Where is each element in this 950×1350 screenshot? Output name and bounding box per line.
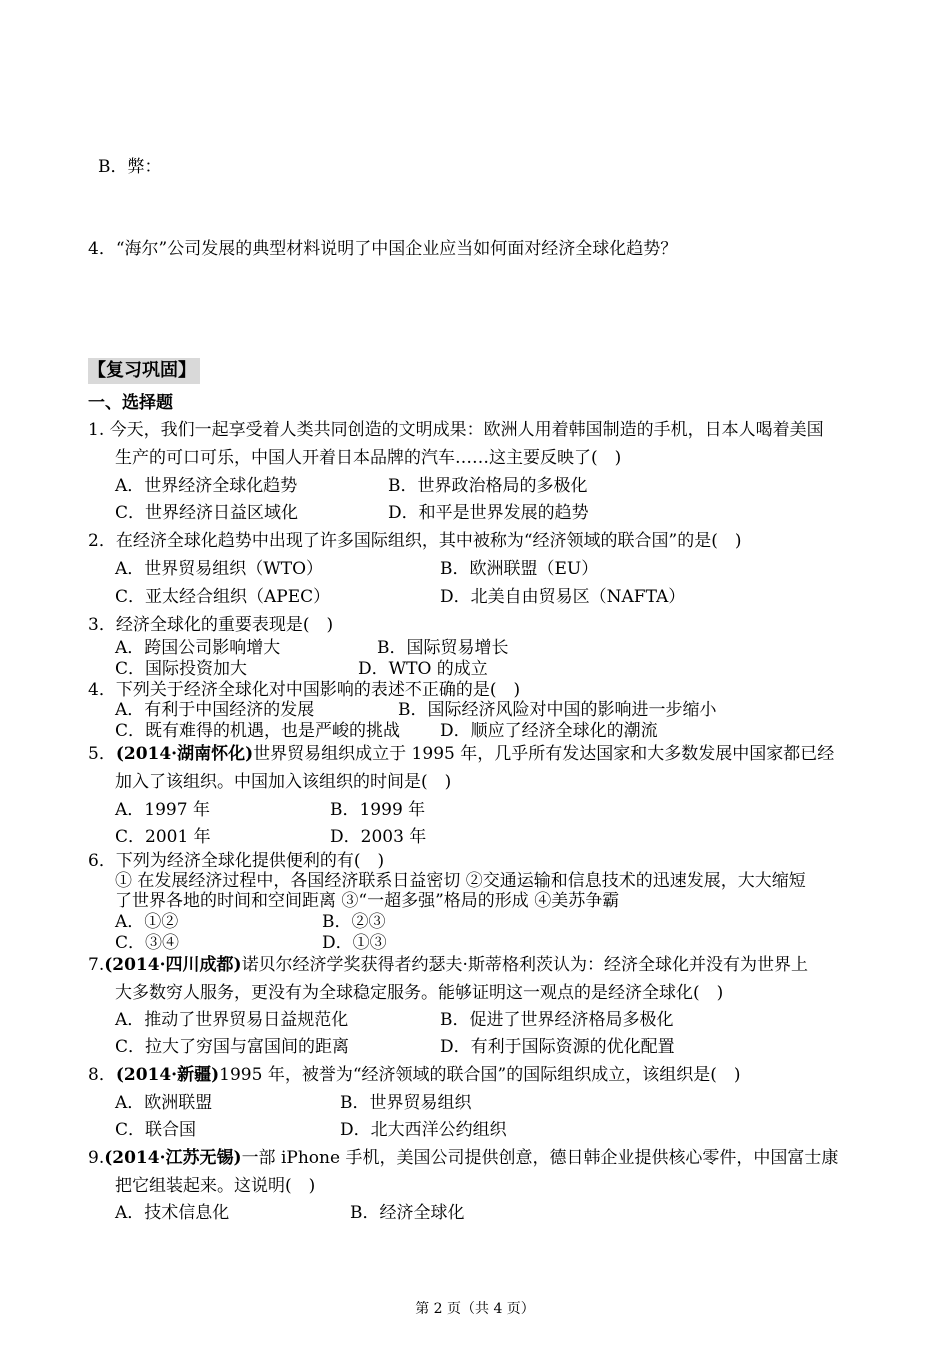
q1-line2: 生产的可口可乐，中国人开着日本品牌的汽车……这主要反映了( ) bbox=[115, 448, 622, 468]
q6-option-c: C．③④ bbox=[115, 933, 180, 953]
q4-option-d: D．顺应了经济全球化的潮流 bbox=[440, 721, 658, 741]
q8-option-b: B．世界贸易组织 bbox=[340, 1093, 472, 1113]
q1-option-a: A．世界经济全球化趋势 bbox=[115, 476, 298, 496]
q5-option-c: C．2001 年 bbox=[115, 827, 211, 847]
q8-source: (2014·新疆) bbox=[115, 1065, 220, 1085]
q7-source: (2014·四川成都) bbox=[104, 955, 242, 975]
q2-option-c: C．亚太经合组织（APEC） bbox=[115, 587, 331, 607]
q7-line2: 大多数穷人服务，更没有为全球稳定服务。能够证明这一观点的是经济全球化( ) bbox=[115, 983, 724, 1003]
q9-source: (2014·江苏无锡) bbox=[104, 1148, 242, 1168]
q1-option-c: C．世界经济日益区域化 bbox=[115, 503, 299, 523]
q9-line2: 把它组装起来。这说明( ) bbox=[115, 1176, 316, 1196]
page-footer: 第 2 页（共 4 页） bbox=[415, 1301, 535, 1317]
q7-line1 bbox=[88, 950, 808, 975]
q5-option-b: B．1999 年 bbox=[330, 800, 426, 820]
q7-option-a: A．推动了世界贸易日益规范化 bbox=[115, 1010, 349, 1030]
q6-line2: ① 在发展经济过程中，各国经济联系日益密切 ②交通运输和信息技术的迅速发展，大大缩短 bbox=[115, 871, 806, 891]
q3-option-d: D．WTO 的成立 bbox=[358, 659, 488, 679]
q5-number: 5． bbox=[88, 744, 116, 764]
q9-option-a: A．技术信息化 bbox=[115, 1203, 230, 1223]
q9-text: 一部 iPhone 手机，美国公司提供创意，德日韩企业提供核心零件，中国富士康 bbox=[241, 1148, 839, 1168]
q8-option-a: A．欧洲联盟 bbox=[115, 1093, 213, 1113]
q5-option-a: A．1997 年 bbox=[115, 800, 210, 820]
q8-text: 1995 年，被誉为“经济领域的联合国”的国际组织成立，该组织是( ) bbox=[219, 1065, 741, 1085]
q9-line1 bbox=[88, 1143, 838, 1168]
q4-option-c: C．既有难得的机遇，也是严峻的挑战 bbox=[115, 721, 401, 741]
q2-option-d: D．北美自由贸易区（NAFTA） bbox=[440, 587, 686, 607]
q4-line1: 4．下列关于经济全球化对中国影响的表述不正确的是( ) bbox=[88, 680, 521, 700]
q3-line1: 3．经济全球化的重要表现是( ) bbox=[88, 615, 334, 635]
q1-option-d: D．和平是世界发展的趋势 bbox=[388, 503, 589, 523]
q8-line1 bbox=[88, 1060, 740, 1085]
q7-number: 7. bbox=[88, 955, 105, 975]
q4-option-a: A．有利于中国经济的发展 bbox=[115, 700, 315, 720]
section-subtitle: 一、选择题 bbox=[88, 393, 173, 413]
q1-line1: 1. 今天，我们一起享受着人类共同创造的文明成果：欧洲人用着韩国制造的手机，日本人喝着美国 bbox=[88, 420, 824, 440]
q5-line1 bbox=[88, 739, 834, 764]
q5-option-d: D．2003 年 bbox=[330, 827, 427, 847]
q1-option-b: B．世界政治格局的多极化 bbox=[388, 476, 588, 496]
q6-option-b: B．②③ bbox=[322, 912, 386, 932]
q7-text: 诺贝尔经济学奖获得者约瑟夫·斯蒂格利茨认为：经济全球化并没有为世界上 bbox=[241, 955, 808, 975]
section-title: 【复习巩固】 bbox=[88, 358, 200, 384]
q8-option-c: C．联合国 bbox=[115, 1120, 197, 1140]
q2-line1: 2．在经济全球化趋势中出现了许多国际组织，其中被称为“经济领域的联合国”的是( ) bbox=[88, 531, 742, 551]
q3-option-b: B．国际贸易增长 bbox=[377, 638, 509, 658]
answer-b-label: B．弊： bbox=[98, 157, 162, 177]
q8-number: 8． bbox=[88, 1065, 116, 1085]
q9-number: 9. bbox=[88, 1148, 105, 1168]
q3-option-a: A．跨国公司影响增大 bbox=[115, 638, 281, 658]
q2-option-b: B．欧洲联盟（EU） bbox=[440, 559, 599, 579]
q6-line1: 6．下列为经济全球化提供便利的有( ) bbox=[88, 851, 385, 871]
q8-option-d: D．北大西洋公约组织 bbox=[340, 1120, 507, 1140]
q7-option-c: C．拉大了穷国与富国间的距离 bbox=[115, 1037, 350, 1057]
question-4-haier: 4．“海尔”公司发展的典型材料说明了中国企业应当如何面对经济全球化趋势？ bbox=[88, 239, 678, 259]
q3-option-c: C．国际投资加大 bbox=[115, 659, 248, 679]
q9-option-b: B．经济全球化 bbox=[350, 1203, 465, 1223]
q7-option-b: B．促进了世界经济格局多极化 bbox=[440, 1010, 674, 1030]
q5-text: 世界贸易组织成立于 1995 年，几乎所有发达国家和大多数发展中国家都已经 bbox=[253, 744, 835, 764]
q6-option-a: A．①② bbox=[115, 912, 179, 932]
q6-option-d: D．①③ bbox=[322, 933, 387, 953]
q6-line3: 了世界各地的时间和空间距离 ③“一超多强”格局的形成 ④美苏争霸 bbox=[115, 891, 620, 911]
q5-source: (2014·湖南怀化) bbox=[115, 744, 254, 764]
q5-line2: 加入了该组织。中国加入该组织的时间是( ) bbox=[115, 772, 452, 792]
q2-option-a: A．世界贸易组织（WTO） bbox=[115, 559, 324, 579]
q4-option-b: B．国际经济风险对中国的影响进一步缩小 bbox=[398, 700, 717, 720]
q7-option-d: D．有利于国际资源的优化配置 bbox=[440, 1037, 675, 1057]
